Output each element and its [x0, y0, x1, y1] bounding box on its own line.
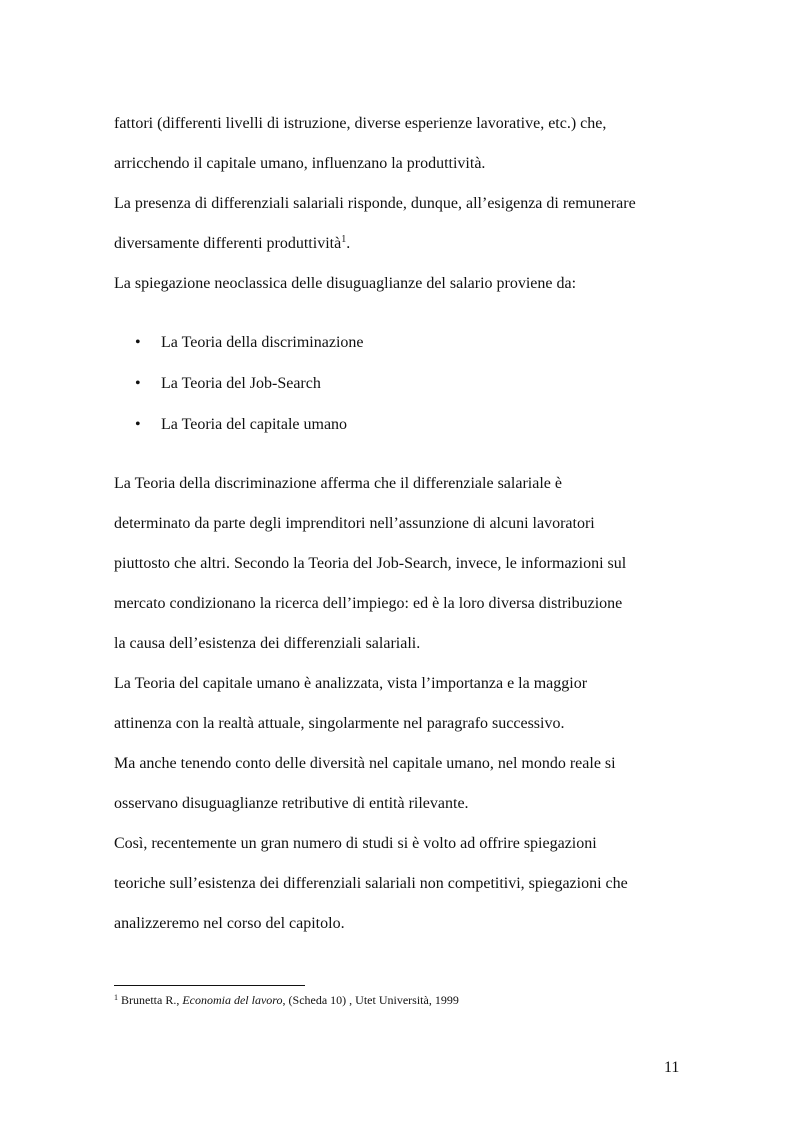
- body-text-line: arricchendo il capitale umano, influenzano la produttività.: [114, 155, 486, 172]
- bullet-icon: •: [135, 375, 141, 392]
- bullet-text: La Teoria della discriminazione: [161, 334, 364, 351]
- body-text-line: fattori (differenti livelli di istruzione, diverse esperienze lavorative, etc.) che,: [114, 115, 607, 132]
- footnote-title: Economia del lavoro: [182, 993, 283, 1007]
- footnote-details: , (Scheda 10) , Utet Università, 1999: [282, 993, 459, 1007]
- body-text-line: Ma anche tenendo conto delle diversità nel capitale umano, nel mondo reale si: [114, 755, 616, 772]
- body-text-line: La Teoria del capitale umano è analizzata, vista l’importanza e la maggior: [114, 675, 588, 692]
- body-text-line: La spiegazione neoclassica delle disuguaglianze del salario proviene da:: [114, 275, 577, 292]
- bullet-list-item: [135, 415, 347, 435]
- bullet-list-item: [135, 374, 321, 394]
- bullet-text: La Teoria del capitale umano: [161, 416, 348, 433]
- body-text-line: mercato condizionano la ricerca dell’impiego: ed è la loro diversa distribuzione: [114, 595, 623, 612]
- footnote-separator: [114, 985, 305, 986]
- footnote: [114, 992, 459, 1008]
- footnote-reference: 1: [341, 234, 347, 245]
- body-text-line: analizzeremo nel corso del capitolo.: [114, 915, 345, 932]
- footnote-author: Brunetta R.,: [121, 993, 180, 1007]
- body-text: diversamente differenti produttività: [114, 235, 342, 252]
- bullet-icon: •: [135, 416, 141, 433]
- page-number: 11: [664, 1059, 680, 1076]
- body-text-line: osservano disuguaglianze retributive di entità rilevante.: [114, 795, 469, 812]
- bullet-icon: •: [135, 334, 141, 351]
- body-text-line: Così, recentemente un gran numero di studi si è volto ad offrire spiegazioni: [114, 835, 597, 852]
- body-text: .: [346, 235, 351, 252]
- body-text-line: [114, 234, 350, 254]
- bullet-list-item: [135, 333, 364, 353]
- body-text-line: attinenza con la realtà attuale, singolarmente nel paragrafo successivo.: [114, 715, 565, 732]
- body-text-line: La presenza di differenziali salariali risponde, dunque, all’esigenza di remunerare: [114, 195, 636, 212]
- body-text-line: la causa dell’esistenza dei differenziali salariali.: [114, 635, 421, 652]
- body-text-line: teoriche sull’esistenza dei differenziali salariali non competitivi, spiegazioni che: [114, 875, 628, 892]
- body-text-line: piuttosto che altri. Secondo la Teoria del Job-Search, invece, le informazioni sul: [114, 555, 627, 572]
- bullet-text: La Teoria del Job-Search: [161, 375, 321, 392]
- body-text-line: La Teoria della discriminazione afferma che il differenziale salariale è: [114, 475, 562, 492]
- body-text-line: determinato da parte degli imprenditori nell’assunzione di alcuni lavoratori: [114, 515, 595, 532]
- footnote-number: 1: [114, 993, 118, 1002]
